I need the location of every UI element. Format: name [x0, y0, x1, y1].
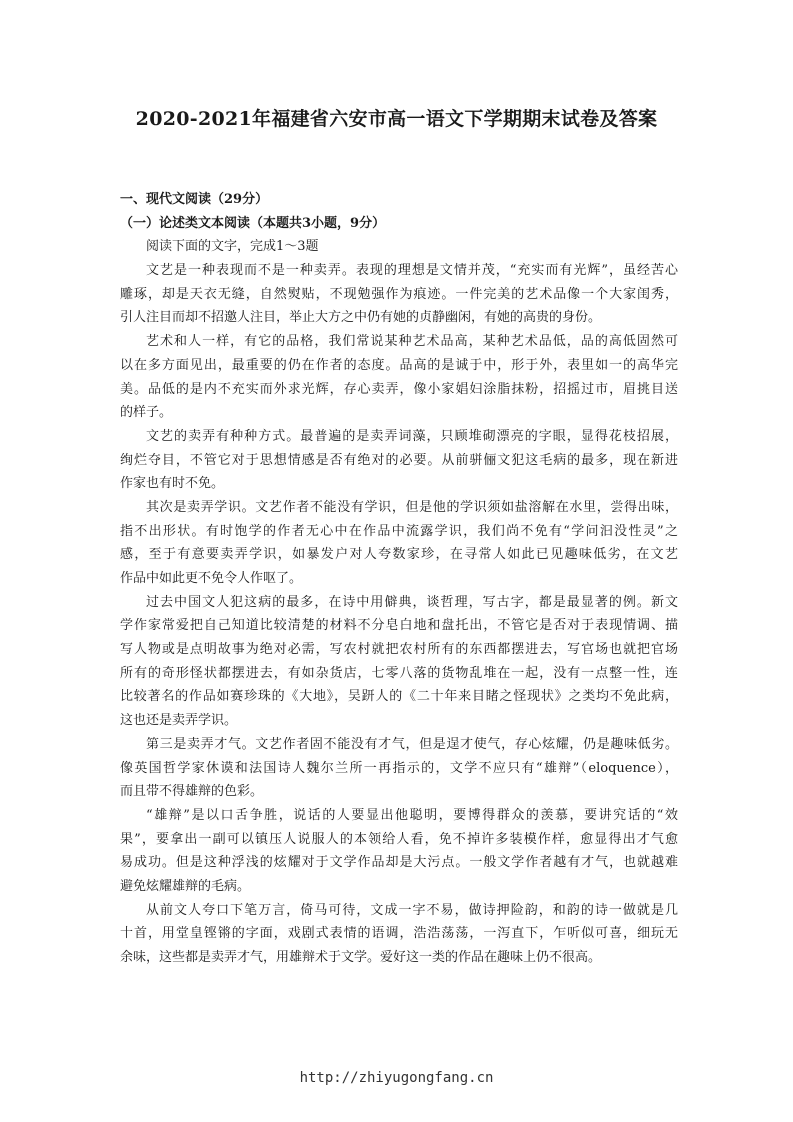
text-line: 学作家常爱把自己知道比较清楚的材料不分皂白地和盘托出，不管它是否对于表现情调、描 — [120, 618, 678, 634]
text-line: 艺术和人一样，有它的品格，我们常说某种艺术品高，某种艺术品低，品的高低固然可 — [146, 334, 678, 350]
text-line: 感，至于有意要卖弄学识，如暴发户对人夸数家珍，在寻常人如此已见趣味低劣，在文艺 — [120, 547, 678, 563]
text-line: 十首，用堂皇铿锵的字面，戏剧式表情的语调，浩浩荡荡，一泻直下，乍听似可喜，细玩无 — [120, 926, 678, 942]
text-line: 文艺的卖弄有种种方式。最普遍的是卖弄词藻，只顾堆砌漂亮的字眼，显得花枝招展， — [146, 428, 678, 444]
text-line: 所有的奇形怪状都摆进去，有如杂货店，七零八落的货物乱堆在一起，没有一点整一性，连 — [120, 665, 678, 681]
text-line: 过去中国文人犯这病的最多，在诗中用僻典，谈哲理，写古字，都是最显著的例。新文 — [146, 594, 678, 610]
text-line: 这也还是卖弄学识。 — [120, 713, 238, 729]
text-line: 易成功。但是这种浮浅的炫耀对于文学作品却是大污点。一般文学作者越有才气，也就越难 — [120, 855, 678, 871]
subsection-heading: （一）论述类文本阅读（本题共3小题，9分） — [120, 215, 386, 231]
text-line: “雄辩”是以口舌争胜，说话的人要显出他聪明，要博得群众的羡慕，要讲究话的“效 — [146, 807, 678, 823]
text-line: 作品中如此更不免令人作呕了。 — [120, 571, 303, 586]
text-line: 美。品低的是内不充实而外求光辉，存心卖弄，像小家娼妇涂脂抹粉，招摇过市，眉挑目送 — [120, 381, 678, 397]
text-line: 文艺是一种表现而不是一种卖弄。表现的理想是文情并茂，“充实而有光辉”，虽经苦心 — [146, 263, 678, 279]
text-line: 以在多方面见出，最重要的仍在作者的态度。品高的是诚于中，形于外，表里如一的高华完 — [120, 357, 678, 373]
text-line: 雕琢，却是天衣无缝，自然熨贴，不现勉强作为痕迹。一件完美的艺术品像一个大家闺秀， — [120, 286, 678, 302]
text-line: 绚烂夺目，不管它对于思想情感是否有绝对的必要。从前骈俪文犯这毛病的最多，现在新进 — [120, 452, 678, 468]
instruction-line: 阅读下面的文字，完成1～3题 — [146, 239, 319, 255]
text-line: 避免炫耀雄辩的毛病。 — [120, 878, 251, 894]
text-line: 其次是卖弄学识。文艺作者不能没有学识，但是他的学识须如盐溶解在水里，尝得出味， — [146, 499, 678, 515]
text-line: 第三是卖弄才气。文艺作者固不能没有才气，但是逞才使气，存心炫耀，仍是趣味低劣。 — [146, 736, 678, 752]
text-line: 从前文人夸口下笔万言，倚马可待，文成一字不易，做诗押险韵，和韵的诗一做就是几 — [146, 902, 678, 918]
document-title: 2020-2021年福建省六安市高一语文下学期期末试卷及答案 — [135, 108, 658, 130]
text-line: 果”，要拿出一副可以镇压人说服人的本领给人看，免不掉许多装模作样，愈显得出才气愈 — [120, 831, 678, 847]
section-heading: 一、现代文阅读（29分） — [120, 192, 269, 207]
text-line: 指不出形状。有时饱学的作者无心中在作品中流露学识，我们尚不免有“学问汩没性灵”之 — [120, 523, 678, 539]
text-line: 的样子。 — [120, 405, 173, 421]
footer-url: http://zhiyugongfang.cn — [299, 1070, 494, 1086]
text-line: 作家也有时不免。 — [120, 476, 225, 492]
document-body — [120, 188, 678, 970]
text-line: 余味，这些都是卖弄才气，用雄辩术于文学。爱好这一类的作品在趣味上仍不很高。 — [120, 950, 602, 965]
text-line: 像英国哲学家休谟和法国诗人魏尔兰所一再指示的，文学不应只有“雄辩”（eloquence）， — [120, 760, 678, 776]
text-line: 写人物或是点明故事为绝对必需，写农村就把农村所有的东西都摆进去，写官场也就把官场 — [120, 642, 678, 658]
text-line: 比较著名的作品如赛珍珠的《大地》，吴趼人的《二十年来目睹之怪现状》之类均不免此病， — [120, 689, 678, 705]
text-line: 引人注目而却不招邀人注目，举止大方之中仍有她的贞静幽闲，有她的高贵的身份。 — [120, 310, 602, 326]
text-line: 而且带不得雄辩的色彩。 — [120, 784, 264, 800]
